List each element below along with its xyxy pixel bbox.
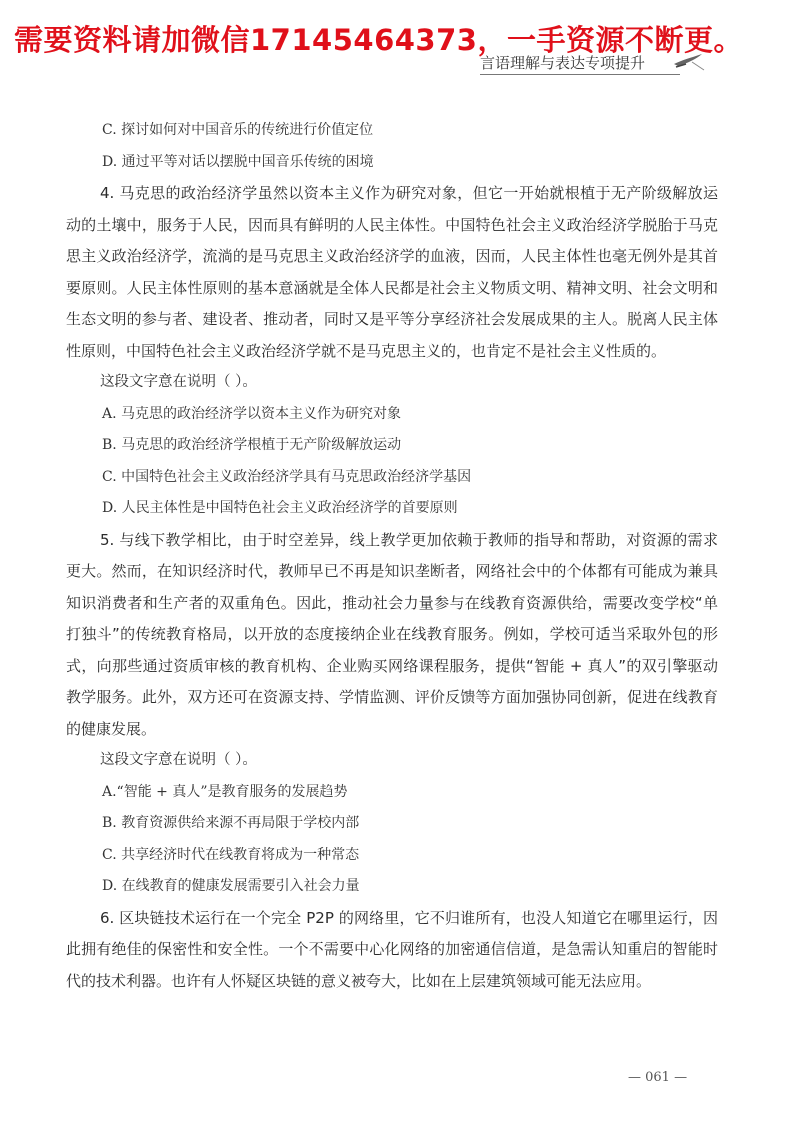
q5-option-d: D. 在线教育的健康发展需要引入社会力量 xyxy=(102,878,360,894)
q4-option-c: C. 中国特色社会主义政治经济学具有马克思政治经济学基因 xyxy=(102,468,472,485)
header-rule xyxy=(480,74,680,75)
page-body xyxy=(66,115,718,997)
q4-passage: 4. 马克思的政治经济学虽然以资本主义作为研究对象，但它一开始就根植于无产阶级解放运动的土壤中，服务于人民，因而具有鲜明的人民主体性。中国特色社会主义政治经济学脱胎于马克思主义政治经济学，流淌的是马克思主义政治经济学的血液，因而，人民主体性也毫无例外是其首要原则。人民主体性原则的基本意涵就是全体人民都是社会主义物质文明、精神文明、社会文明和生态文明的参与者、建设者、推动者，同时又是平等分享经济社会发展成果的主人。脱离人民主体性原则，中国特色社会主义政治经济学就不是马克思主义的，也肯定不是社会主义性质的。 xyxy=(66,184,718,360)
q5-passage: 5. 与线下教学相比，由于时空差异，线上教学更加依赖于教师的指导和帮助，对资源的需求更大。然而，在知识经济时代，教师早已不再是知识垄断者，网络社会中的个体都有可能成为兼具知识消费者和生产者的双重角色。因此，推动社会力量参与在线教育资源供给，需要改变学校“单打独斗”的传统教育格局，以开放的态度接纳企业在线教育服务。例如，学校可适当采取外包的形式，向那些通过资质审核的教育机构、企业购买网络课程服务，提供“智能 + 真人”的双引擎驱动教学服务。此外，双方还可在资源支持、学情监测、评价反馈等方面加强协同创新，促进在线教育的健康发展。 xyxy=(66,530,718,738)
q4-stem: 这段文字意在说明（ ）。 xyxy=(100,374,257,390)
q3-option-d: D. 通过平等对话以摆脱中国音乐传统的困境 xyxy=(102,153,374,170)
q5-option-b: B. 教育资源供给来源不再局限于学校内部 xyxy=(102,815,360,831)
page-number: — 061 — xyxy=(628,1070,688,1085)
q4-option-a: A. 马克思的政治经济学以资本主义作为研究对象 xyxy=(102,405,402,422)
running-head xyxy=(480,52,770,73)
running-head-title: 言语理解与表达专项提升 xyxy=(480,54,646,72)
quill-pen-icon xyxy=(672,50,706,74)
q4-option-b: B. 马克思的政治经济学根植于无产阶级解放运动 xyxy=(102,437,402,453)
q6-passage: 6. 区块链技术运行在一个完全 P2P 的网络里，它不归谁所有，也没人知道它在哪里运行，因此拥有绝佳的保密性和安全性。一个不需要中心化网络的加密通信信道，是急需认知重启的智能时代的技术利器。也许有人怀疑区块链的意义被夸大，比如在上层建筑领域可能无法应用。 xyxy=(66,908,718,990)
q5-stem: 这段文字意在说明（ ）。 xyxy=(100,752,257,768)
q3-option-c: C. 探讨如何对中国音乐的传统进行价值定位 xyxy=(102,122,374,138)
q4-option-d: D. 人民主体性是中国特色社会主义政治经济学的首要原则 xyxy=(102,500,458,516)
watermark-banner: 需要资料请加微信17145464373，一手资源不断更。 xyxy=(14,23,743,57)
q5-option-a: A.“智能 + 真人”是教育服务的发展趋势 xyxy=(102,783,348,800)
q5-option-c: C. 共享经济时代在线教育将成为一种常态 xyxy=(102,846,360,863)
